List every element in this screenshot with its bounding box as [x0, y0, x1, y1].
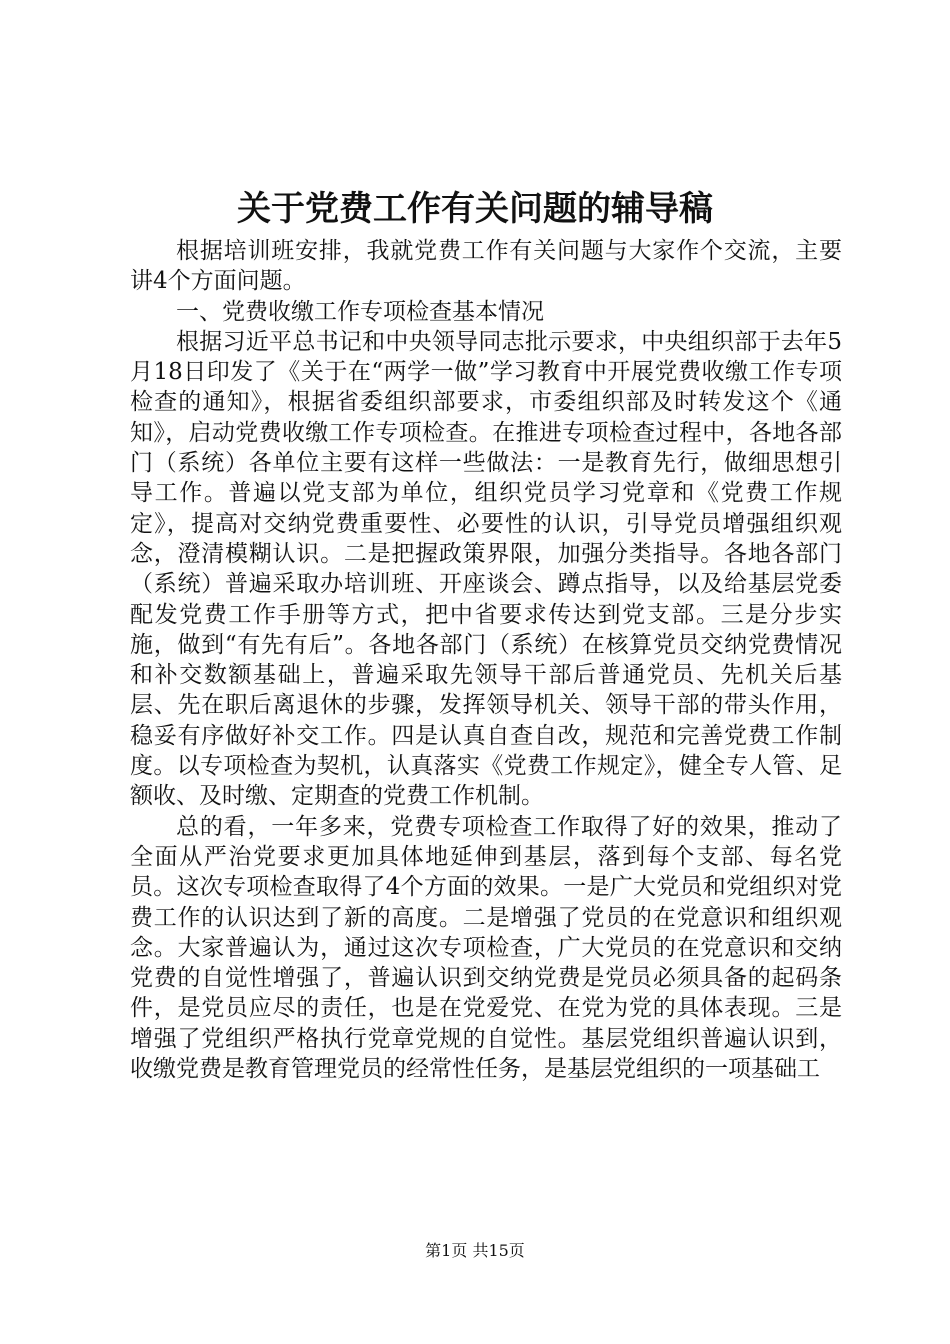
paragraph-inspection-results: 总的看，一年多来，党费专项检查工作取得了好的效果，推动了全面从严治党要求更加具体地延伸到基层，落到每个支部、每名党员。这次专项检查取得了4个方面的效果。一是广大党员和党组织对党费工作的认识达到了新的高度。二是增强了党员的在党意识和组织观念。大家普遍认为，通过这次专项检查，广大党员的在党意识和交纳党费的自觉性增强了，普遍认识到交纳党费是党员必须具备的起码条件，是党员应尽的责任，也是在党爱党、在党为党的具体表现。三是增强了党组织严格执行党章党规的自觉性。基层党组织普遍认识到，收缴党费是教育管理党员的经常性任务，是基层党组织的一项基础工 — [130, 813, 842, 1083]
paragraph-intro: 根据培训班安排，我就党费工作有关问题与大家作个交流，主要讲4个方面问题。 — [130, 238, 842, 295]
document-body — [130, 236, 842, 1084]
document-title: 关于党费工作有关问题的辅导稿 — [237, 189, 713, 229]
section-heading-1: 一、党费收缴工作专项检查基本情况 — [176, 298, 544, 325]
paragraph-inspection-practices: 根据习近平总书记和中央领导同志批示要求，中央组织部于去年5月18日印发了《关于在“两学一做”学习教育中开展党费收缴工作专项检查的通知》，根据省委组织部要求，市委组织部及时转发这个《通知》，启动党费收缴工作专项检查。在推进专项检查过程中，各地各部门（系统）各单位主要有这样一些做法：一是教育先行，做细思想引导工作。普遍以党支部为单位，组织党员学习党章和《党费工作规定》，提高对交纳党费重要性、必要性的认识，引导党员增强组织观念，澄清模糊认识。二是把握政策界限，加强分类指导。各地各部门（系统）普遍采取办培训班、开座谈会、蹲点指导，以及给基层党委配发党费工作手册等方式，把中省要求传达到党支部。三是分步实施，做到“有先有后”。各地各部门（系统）在核算党员交纳党费情况和补交数额基础上，普遍采取先领导干部后普通党员、先机关后基层、先在职后离退休的步骤，发挥领导机关、领导干部的带头作用，稳妥有序做好补交工作。四是认真自查自改，规范和完善党费工作制度。以专项检查为契机，认真落实《党费工作规定》，健全专人管、足额收、及时缴、定期查的党费工作机制。 — [130, 328, 842, 810]
page-number-footer: 第1页 共15页 — [425, 1241, 525, 1260]
